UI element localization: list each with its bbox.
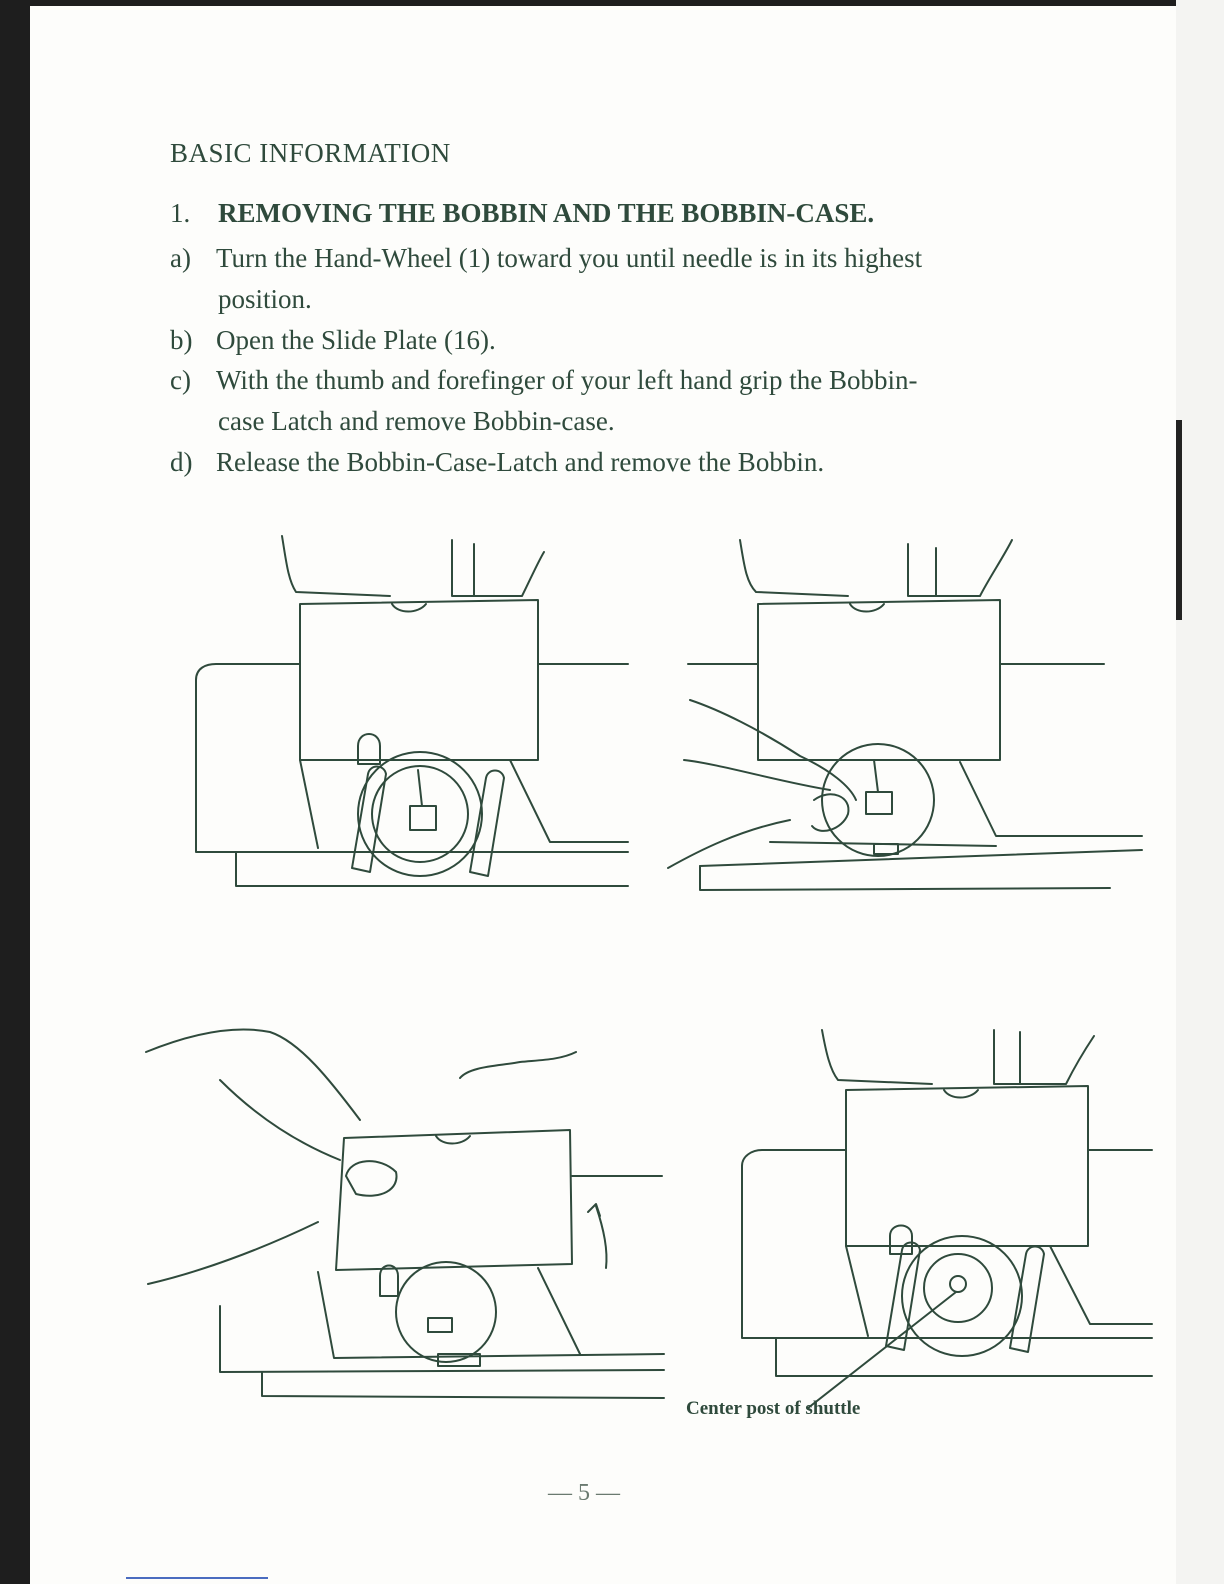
instruction-label: d)	[170, 447, 193, 477]
instruction-text: With the thumb and forefinger of your left hand grip the Bobbin-	[216, 365, 918, 395]
instruction-label: a)	[170, 243, 191, 273]
figure-open-slide-plate	[196, 536, 628, 886]
instruction-continuation: case Latch and remove Bobbin-case.	[218, 406, 615, 436]
step-number: 1.	[170, 198, 191, 228]
instruction-label: b)	[170, 325, 193, 355]
figure-caption: Center post of shuttle	[686, 1398, 861, 1419]
section-title: BASIC INFORMATION	[170, 138, 451, 168]
figure-grip-latch	[668, 540, 1142, 890]
step-title: REMOVING THE BOBBIN AND THE BOBBIN-CASE.	[218, 198, 875, 228]
page-number: — 5 —	[548, 1480, 620, 1506]
footer-rule	[126, 1577, 268, 1579]
instruction-text: Turn the Hand-Wheel (1) toward you until needle is in its highest	[216, 243, 923, 273]
figure-lift-plate	[146, 1029, 664, 1398]
figure-center-post	[742, 1030, 1152, 1408]
instruction-text: Release the Bobbin-Case-Latch and remove the Bobbin.	[216, 447, 825, 477]
instruction-continuation: position.	[218, 284, 312, 314]
instruction-text: Open the Slide Plate (16).	[216, 325, 496, 355]
instruction-label: c)	[170, 365, 191, 395]
